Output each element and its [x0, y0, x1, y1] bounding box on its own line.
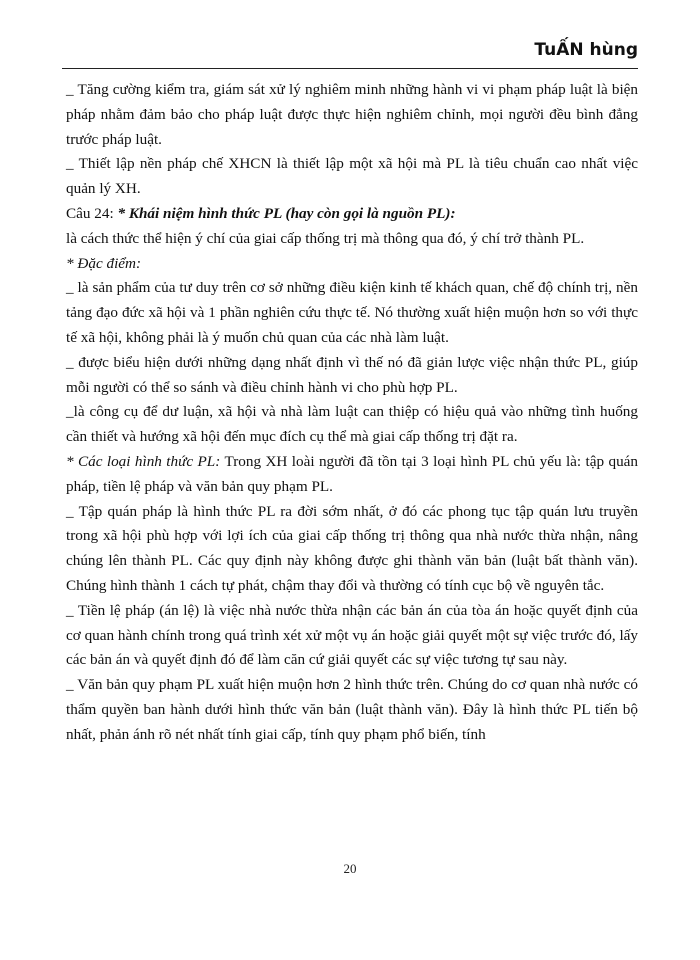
question-label: Câu 24: — [66, 204, 118, 222]
document-body — [66, 78, 638, 748]
paragraph-legal-system: _ Thiết lập nền pháp chế XHCN là thiết lập một xã hội mà PL là tiêu chuẩn cao nhất việc quản lý XH. — [66, 155, 638, 198]
types-heading: * Các loại hình thức PL: — [66, 452, 221, 470]
type-item-custom-law: _ Tập quán pháp là hình thức PL ra đời sớm nhất, ở đó các phong tục tập quán lưu truyền trong xã hội phù hợp với lợi ích của giai cấp thống trị thông qua nhà nước thừa nhận, nâng chúng lên thành PL. Các quy định này không được ghi thành văn bản (luật bất thành văn). Chúng hình thành 1 cách tự phát, chậm thay đổi và thường có tính cục bộ về nguyên tắc. — [66, 502, 638, 594]
question-heading — [66, 202, 638, 227]
feature-item: _là công cụ để dư luận, xã hội và nhà làm luật can thiệp có hiệu quả vào những tình huống cần thiết và hướng xã hội đến mục đích cụ thể mà giai cấp thống trị đặt ra. — [66, 403, 638, 446]
types-intro: Trong XH loài người đã tồn tại 3 loại hình PL chủ yếu là: tập quán pháp, tiền lệ pháp và văn bản quy phạm PL. — [66, 452, 639, 495]
question-title: * Khái niệm hình thức PL (hay còn gọi là nguồn PL): — [117, 204, 456, 222]
definition-paragraph: là cách thức thể hiện ý chí của giai cấp thống trị mà thông qua đó, ý chí trở thành PL. — [66, 229, 585, 247]
feature-item: _ được biểu hiện dưới những dạng nhất định vì thế nó đã giản lược việc nhận thức PL, giúp mỗi người có thể so sánh và điều chỉnh hành vi cho phù hợp PL. — [66, 353, 638, 396]
type-item-legal-document: _ Văn bản quy phạm PL xuất hiện muộn hơn 2 hình thức trên. Chúng do cơ quan nhà nước có thẩm quyền ban hành dưới hình thức văn bản (luật thành văn). Đây là hình thức PL tiến bộ nhất, phản ánh rõ nét nhất tính giai cấp, tính quy phạm phổ biến, tính — [66, 676, 638, 743]
feature-item: _ là sản phẩm của tư duy trên cơ sở những điều kiện kinh tế khách quan, chế độ chính trị, nền tảng đạo đức xã hội và 1 phần nghiên cứu thực tế. Nó thường xuất hiện muộn hơn so với thực tế xã hội, không phải là ý muốn chủ quan của các nhà làm luật. — [66, 279, 638, 346]
paragraph-supervision: _ Tăng cường kiểm tra, giám sát xử lý nghiêm minh những hành vi vi phạm pháp luật là biện pháp nhằm đảm bảo cho pháp luật được thực hiện nghiêm chỉnh, mọi người đều bình đẳng trước pháp luật. — [66, 81, 638, 148]
header-divider — [62, 68, 638, 69]
type-item-precedent: _ Tiền lệ pháp (án lệ) là việc nhà nước thừa nhận các bản án của tòa án hoặc quyết định của cơ quan hành chính trong quá trình xét xử một vụ án hoặc giải quyết một sự việc trước đó, lấy các bản án và quyết định đó để làm căn cứ giải quyết các sự việc tương tự sau này. — [66, 601, 638, 669]
header-author: TuẤN hùng — [534, 40, 638, 60]
page-number: 20 — [343, 861, 357, 876]
types-intro-paragraph — [66, 450, 638, 500]
features-heading: * Đặc điểm: — [66, 254, 142, 272]
